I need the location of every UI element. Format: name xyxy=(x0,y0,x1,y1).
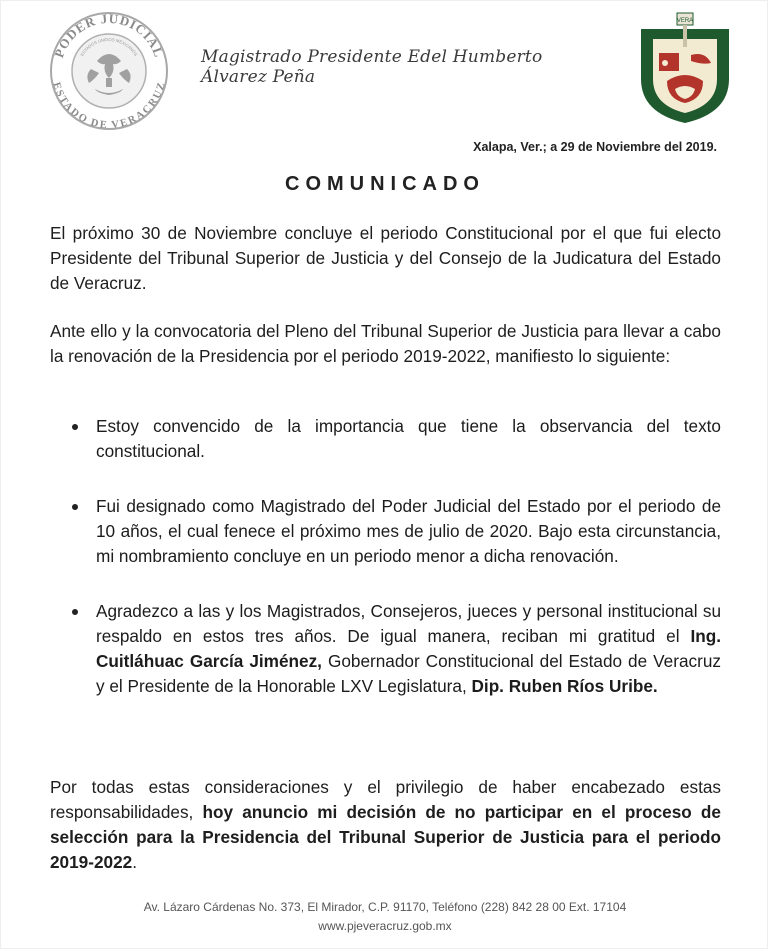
list-item-text-part: Agradezco a las y los Magistrados, Consejeros, jueces y personal institucional su respaldo en estos tres años. De igual manera, reciban mi gratitud el xyxy=(96,601,721,646)
crest-label: VERA xyxy=(676,18,694,24)
closing-period: . xyxy=(132,852,137,872)
list-item-text: Estoy convencido de la importancia que tiene la observancia del texto constitucional. xyxy=(96,416,721,461)
date-line: Xalapa, Ver.; a 29 de Noviembre del 2019. xyxy=(473,140,717,154)
list-item xyxy=(50,494,721,569)
paragraph-intro: El próximo 30 de Noviembre concluye el periodo Constitucional por el que fui electo Presidente del Tribunal Superior de Justicia y del Consejo de la Judicatura del Estado de Veracruz. xyxy=(50,223,721,293)
seal-inner-text: ESTADOS UNIDOS MEXICANOS xyxy=(79,36,139,57)
veracruz-crest-logo xyxy=(637,9,733,125)
bullet-icon xyxy=(72,424,78,430)
statement-list xyxy=(50,414,721,721)
footer-website-link[interactable]: www.pjeveracruz.gob.mx xyxy=(318,919,452,933)
paragraph-closing xyxy=(50,775,721,875)
list-item-text: Fui designado como Magistrado del Poder Judicial del Estado por el periodo de 10 años, el cual fenece el próximo mes de julio de 2020. Bajo esta circunstancia, mi nombramiento concluye en un periodo menor a dicha renovación. xyxy=(96,496,721,566)
list-item xyxy=(50,414,721,464)
poder-judicial-seal-logo xyxy=(47,9,171,133)
bullet-icon xyxy=(72,609,78,615)
legislature-president-name: Dip. Ruben Ríos Uribe. xyxy=(471,676,658,696)
list-item xyxy=(50,599,721,699)
magistrate-signature-line: Magistrado Presidente Edel Humberto Álvarez Peña xyxy=(201,47,543,87)
bullet-icon xyxy=(72,504,78,510)
list-item-text-part: Gobernador Constitucional del Estado de Veracruz y el Presidente de la Honorable LXV Legislatura, xyxy=(96,651,721,696)
closing-text: Por todas estas consideraciones y el privilegio de haber encabezado estas responsabilidades, xyxy=(50,777,721,822)
seal-bottom-text: ESTADO DE VERACRUZ xyxy=(50,81,168,132)
footer-address: Av. Lázaro Cárdenas No. 373, El Mirador, C.P. 91170, Teléfono (228) 842 28 00 Ext. 17104 xyxy=(143,900,627,914)
paragraph-context: Ante ello y la convocatoria del Pleno del Tribunal Superior de Justicia para llevar a cabo la renovación de la Presidencia por el periodo 2019-2022, manifiesto lo siguiente: xyxy=(50,321,721,366)
closing-announcement: hoy anuncio mi decisión de no participar en el proceso de selección para la Presidencia del Tribunal Superior de Justicia para el periodo 2019-2022 xyxy=(50,802,721,872)
governor-name: Ing. Cuitláhuac García Jiménez, xyxy=(96,626,721,671)
document-title: COMUNICADO xyxy=(285,173,485,195)
seal-top-text: PODER JUDICIAL xyxy=(51,10,167,60)
